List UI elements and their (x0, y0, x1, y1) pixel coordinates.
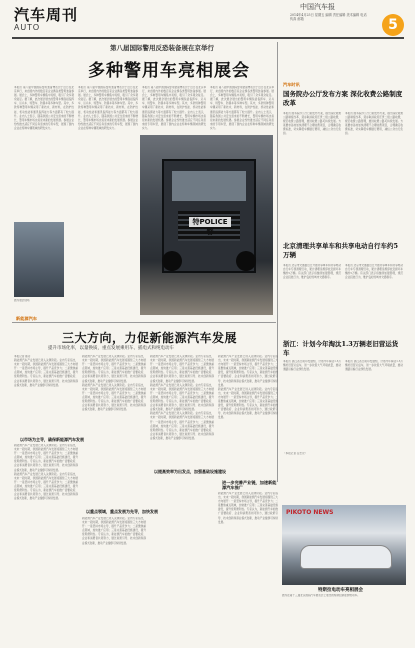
second-subhead-4: 进一步完善产业链，加速新能源汽车推广 (222, 480, 277, 490)
sidebar-story1-title: 国务院办公厅发布方案 深化收费公路制度改革 (283, 90, 403, 107)
second-body-col4b: 新能源汽车产业发展已进入关键阶段。业内专家指出，未来一段时期，我国新能源汽车发展将围绕三大方向展开：一是坚持市场主导，提升产品竞争力；二是聚焦重点领域，加快推广应用；三是完善基础设施建设，提升使用便利性。专家认为，新能源汽车的推广需要政府、企业和消费者共同努力，通过政策引导、技术创新和商业模式创新，推动产业健康可持续发展。 (218, 492, 278, 524)
sidebar-story1-col2: 本报讯 国务院办公厅日前发布方案，提出深化收费公路制度改革，逐步取消政府还贷二级公路收费，规范收费公路管理，推进收费公路可持续发展。方案要求各地加快清理不合理收费项目，合理确定收费标准，切实降低车辆通行费用，减轻公众出行负担。 (345, 112, 403, 136)
police-truck (162, 159, 256, 273)
paper-info: 2014年4月25日 星期五 编辑 责任编辑 美术编辑 电话 传真 邮箱 (290, 13, 367, 21)
second-body-col1a: 本报记者 崔丹 新能源汽车产业发展已进入关键阶段。业内专家指出，未来一段时期，我国新能源汽车发展将围绕三大方向展开：一是坚持市场主导，提升产品竞争力；二是聚焦重点领域，加快推广应用；三是完善基础设施建设，提升使用便利性。专家认为，新能源汽车的推广需要政府、企业和消费者共同努力，通过政策引导、技术创新和商业模式创新，推动产业健康可持续发展。 (14, 355, 78, 387)
lead-body-col1: 本报讯 第八届中国国际警用装备博览会于近日在北京举行，来自国内外的数百家企业携各类警用装备参展。展会上，多种警用车辆集中亮相，吸引了众多观众驻足。据了解，此次展会展出的警用车辆包括指挥车、运兵车、特警车、防暴车等多种车型。其中，多款特种警用车辆采用了新技术、新材料，在防护性能、机动性能和通讯指挥能力等方面都有了较大提升。业内人士表示，随着我国公共安全需求的不断增长，警用车辆市场也将迎来新的发展机遇。参展企业纷纷推出适应不同任务需求的专用车型，展现了国内企业在特种车辆领域的研发实力。 (14, 86, 74, 130)
masthead-rule (12, 37, 404, 39)
sidebar-story3-col1: 本报讯 浙江省日前印发通知，计划今年淘汰1.3万辆老旧营运货车，进一步改善大气环境质量，推动道路运输行业绿色发展。 (283, 360, 341, 372)
second-deck: 提升市场化率，以量换质，重点发展乘用车、插电式和纯电动车 (48, 346, 174, 351)
truck-windshield (172, 171, 246, 201)
lead-photo-small (14, 222, 64, 297)
sidebar-story3-title: 浙江：计划今年淘汰1.3万辆老旧营运货车 (283, 340, 399, 357)
lead-kicker: 第八届国际警用反恐装备展在京举行 (110, 44, 214, 52)
tesla-photo-caption-title: 特斯拉电动车亮相展会 (318, 588, 363, 593)
second-body-col2a: 新能源汽车产业发展已进入关键阶段。业内专家指出，未来一段时期，我国新能源汽车发展将围绕三大方向展开：一是坚持市场主导，提升产品竞争力；二是聚焦重点领域，加快推广应用；三是完善基础设施建设，提升使用便利性。专家认为，新能源汽车的推广需要政府、企业和消费者共同努力，通过政策引导、技术创新和商业模式创新，推动产业健康可持续发展。 新能源汽车产业发展已进入关键阶段。业内专家指出，未来一段时期，我国新能源汽车发展将围绕三大方向展开：一是坚持市场主导，提升产品竞争力；二是聚焦重点领域，加快推广应用；三是完善基础设施建设，提升使用便利性。专家认为，新能源汽车的推广需要政府、企业和消费者共同努力，通过政策引导、技术创新和商业模式创新，推动产业健康可持续发展。 (82, 355, 146, 412)
second-body-col3: 新能源汽车产业发展已进入关键阶段。业内专家指出，未来一段时期，我国新能源汽车发展将围绕三大方向展开：一是坚持市场主导，提升产品竞争力；二是聚焦重点领域，加快推广应用；三是完善基础设施建设，提升使用便利性。专家认为，新能源汽车的推广需要政府、企业和消费者共同努力，通过政策引导、技术创新和商业模式创新，推动产业健康可持续发展。 新能源汽车产业发展已进入关键阶段。业内专家指出，未来一段时期，我国新能源汽车发展将围绕三大方向展开：一是坚持市场主导，提升产品竞争力；二是聚焦重点领域，加快推广应用；三是完善基础设施建设，提升使用便利性。专家认为，新能源汽车的推广需要政府、企业和消费者共同努力，通过政策引导、技术创新和商业模式创新，推动产业健康可持续发展。 新能源汽车产业发展已进入关键阶段。业内专家指出，未来一段时期，我国新能源汽车发展将围绕三大方向展开：一是坚持市场主导，提升产品竞争力；二是聚焦重点领域，加快推广应用；三是完善基础设施建设，提升使用便利性。专家认为，新能源汽车的推广需要政府、企业和消费者共同努力，通过政策引导、技术创新和商业模式创新，推动产业健康可持续发展。 (150, 355, 214, 440)
second-body-col4a: 新能源汽车产业发展已进入关键阶段。业内专家指出，未来一段时期，我国新能源汽车发展将围绕三大方向展开：一是坚持市场主导，提升产品竞争力；二是聚焦重点领域，加快推广应用；三是完善基础设施建设，提升使用便利性。专家认为，新能源汽车的推广需要政府、企业和消费者共同努力，通过政策引导、技术创新和商业模式创新，推动产业健康可持续发展。 新能源汽车产业发展已进入关键阶段。业内专家指出，未来一段时期，我国新能源汽车发展将围绕三大方向展开：一是坚持市场主导，提升产品竞争力；二是聚焦重点领域，加快推广应用；三是完善基础设施建设，提升使用便利性。专家认为，新能源汽车的推广需要政府、企业和消费者共同努力，通过政策引导、技术创新和商业模式创新，推动产业健康可持续发展。 (218, 355, 278, 420)
lead-body-col3: 本报讯 第八届中国国际警用装备博览会于近日在北京举行，来自国内外的数百家企业携各类警用装备参展。展会上，多种警用车辆集中亮相，吸引了众多观众驻足。据了解，此次展会展出的警用车辆包括指挥车、运兵车、特警车、防暴车等多种车型。其中，多款特种警用车辆采用了新技术、新材料，在防护性能、机动性能和通讯指挥能力等方面都有了较大提升。业内人士表示，随着我国公共安全需求的不断增长，警用车辆市场也将迎来新的发展机遇。参展企业纷纷推出适应不同任务需求的专用车型，展现了国内企业在特种车辆领域的研发实力。 (142, 86, 206, 130)
truck-police-plate: 特POLICE警 (189, 217, 231, 227)
sidebar-story3-note: （本报记者 任志宏） (283, 452, 308, 455)
second-body-col2b: 新能源汽车产业发展已进入关键阶段。业内专家指出，未来一段时期，我国新能源汽车发展将围绕三大方向展开：一是坚持市场主导，提升产品竞争力；二是聚焦重点领域，加快推广应用；三是完善基础设施建设，提升使用便利性。专家认为，新能源汽车的推广需要政府、企业和消费者共同努力，通过政策引导、技术创新和商业模式创新，推动产业健康可持续发展。 (82, 517, 146, 545)
tesla-photo-caption-body: 图为在第十三届北京国际汽车展览会上展出的特斯拉新能源电动车。 (282, 594, 360, 597)
lead-body-col2: 本报讯 第八届中国国际警用装备博览会于近日在北京举行，来自国内外的数百家企业携各类警用装备参展。展会上，多种警用车辆集中亮相，吸引了众多观众驻足。据了解，此次展会展出的警用车辆包括指挥车、运兵车、特警车、防暴车等多种车型。其中，多款特种警用车辆采用了新技术、新材料，在防护性能、机动性能和通讯指挥能力等方面都有了较大提升。业内人士表示，随着我国公共安全需求的不断增长，警用车辆市场也将迎来新的发展机遇。参展企业纷纷推出适应不同任务需求的专用车型，展现了国内企业在特种车辆领域的研发实力。 (78, 86, 138, 130)
truck-wheel-right (236, 251, 256, 271)
section-title: 汽车周刊 (14, 6, 79, 24)
second-story-tag: 新能源汽车 (16, 316, 37, 321)
police-truck-photo (140, 135, 273, 315)
sidebar-tag: 汽车时讯 (283, 82, 300, 87)
sidebar-story2-col1: 本报讯 北京市交通委近日开展共享单车和共享电动自行车专项清理行动，累计清理违规停放及损坏车辆约5万辆。有关部门表示将继续加强管理，规范企业投放行为，维护良好的城市交通秩序。 (283, 264, 341, 280)
page-number: 5 (382, 14, 404, 36)
second-subhead-1: 以市场为主导，确保新能源汽车发展 (20, 437, 84, 442)
sidebar-story2-title: 北京清理共享单车和共享电动自行车约5万辆 (283, 242, 399, 259)
paper-name: 中国汽车报 (300, 3, 335, 11)
tesla-photo (282, 505, 406, 585)
section-subtitle: AUTO (14, 23, 41, 32)
sidebar-story3-col2: 本报讯 浙江省日前印发通知，计划今年淘汰1.3万辆老旧营运货车，进一步改善大气环境质量，推动道路运输行业绿色发展。 (345, 360, 403, 372)
lead-body-col4: 本报讯 第八届中国国际警用装备博览会于近日在北京举行，来自国内外的数百家企业携各类警用装备参展。展会上，多种警用车辆集中亮相，吸引了众多观众驻足。据了解，此次展会展出的警用车辆包括指挥车、运兵车、特警车、防暴车等多种车型。其中，多款特种警用车辆采用了新技术、新材料，在防护性能、机动性能和通讯指挥能力等方面都有了较大提升。业内人士表示，随着我国公共安全需求的不断增长，警用车辆市场也将迎来新的发展机遇。参展企业纷纷推出适应不同任务需求的专用车型，展现了国内企业在特种车辆领域的研发实力。 (210, 86, 274, 130)
second-story-rule (12, 322, 276, 323)
lead-photo-caption: 图为展会现场 (14, 299, 30, 302)
second-body-col1b: 新能源汽车产业发展已进入关键阶段。业内专家指出，未来一段时期，我国新能源汽车发展将围绕三大方向展开：一是坚持市场主导，提升产品竞争力；二是聚焦重点领域，加快推广应用；三是完善基础设施建设，提升使用便利性。专家认为，新能源汽车的推广需要政府、企业和消费者共同努力，通过政策引导、技术创新和商业模式创新，推动产业健康可持续发展。 新能源汽车产业发展已进入关键阶段。业内专家指出，未来一段时期，我国新能源汽车发展将围绕三大方向展开：一是坚持市场主导，提升产品竞争力；二是聚焦重点领域，加快推广应用；三是完善基础设施建设，提升使用便利性。专家认为，新能源汽车的推广需要政府、企业和消费者共同努力，通过政策引导、技术创新和商业模式创新，推动产业健康可持续发展。 (14, 444, 78, 501)
second-subhead-3: 以提高效率为出发点，加强基础设施建设 (154, 469, 226, 474)
sidebar-story1-col1: 本报讯 国务院办公厅日前发布方案，提出深化收费公路制度改革，逐步取消政府还贷二级公路收费，规范收费公路管理，推进收费公路可持续发展。方案要求各地加快清理不合理收费项目，合理确定收费标准，切实降低车辆通行费用，减轻公众出行负担。 (283, 112, 341, 136)
second-subhead-2: 以重点领域，重点发展为先导，加快发展 (86, 509, 158, 514)
electric-car (300, 545, 392, 569)
photo-brand: PIKOTO NEWS (286, 509, 334, 516)
sidebar-story2-col2: 本报讯 北京市交通委近日开展共享单车和共享电动自行车专项清理行动，累计清理违规停放及损坏车辆约5万辆。有关部门表示将继续加强管理，规范企业投放行为，维护良好的城市交通秩序。 (345, 264, 403, 280)
masthead (0, 0, 415, 36)
second-headline: 三大方向，力促新能源汽车发展 (62, 331, 238, 345)
truck-wheel-left (162, 251, 182, 271)
lead-headline: 多种警用车亮相展会 (88, 61, 250, 81)
